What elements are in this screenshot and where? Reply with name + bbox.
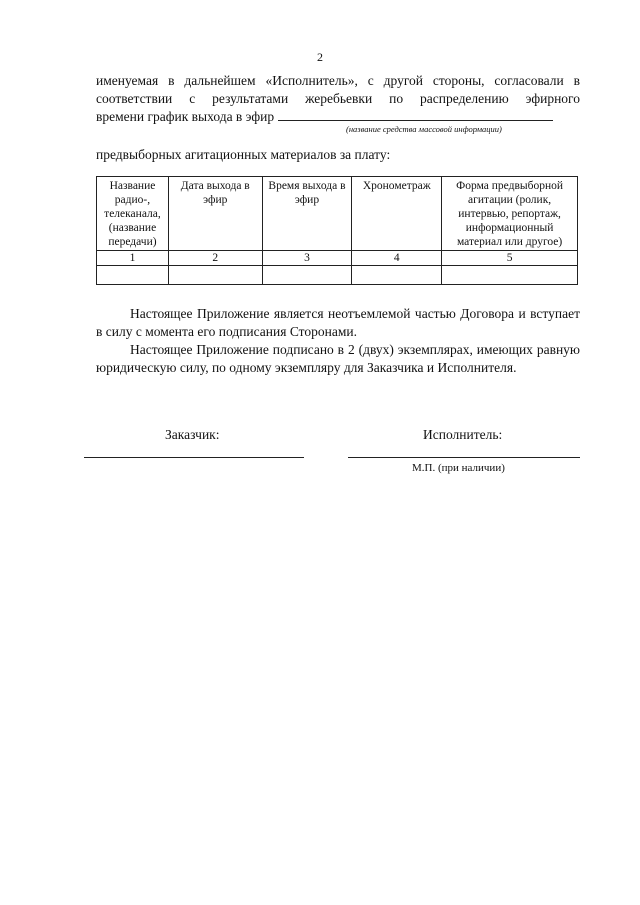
header-time: Время выхода в эфир xyxy=(262,177,352,251)
intro-line-1: именуемая в дальнейшем «Исполнитель», с другой стороны, согласовали в xyxy=(96,73,580,88)
table-row xyxy=(97,266,578,285)
intro-line-2: соответствии с результатами жеребьевки по распределению эфирного xyxy=(96,91,580,106)
header-duration: Хронометраж xyxy=(352,177,442,251)
intro-paragraph xyxy=(96,72,580,126)
col-number-1: 1 xyxy=(97,251,169,266)
header-channel: Название радио-, телеканала, (название передачи) xyxy=(97,177,169,251)
appendix-integral-paragraph: Настоящее Приложение является неотъемлемой частью Договора и вступает в силу с момента его подписания Сторонами. xyxy=(96,306,580,339)
table-header-row xyxy=(97,177,578,251)
stamp-note: М.П. (при наличии) xyxy=(412,462,505,474)
table-cell xyxy=(352,266,442,285)
table-cell xyxy=(97,266,169,285)
header-date: Дата выхода в эфир xyxy=(168,177,262,251)
intro-line-3-wrap xyxy=(96,108,580,126)
media-name-blank xyxy=(278,108,553,121)
executor-signature-line xyxy=(348,457,580,458)
table-cell xyxy=(262,266,352,285)
page-number: 2 xyxy=(317,50,323,64)
customer-label: Заказчик: xyxy=(165,427,220,442)
intro-line-3: времени график выхода в эфир xyxy=(96,109,275,124)
col-number-4: 4 xyxy=(352,251,442,266)
intro-continuation: предвыборных агитационных материалов за плату: xyxy=(96,147,391,162)
col-number-2: 2 xyxy=(168,251,262,266)
table-cell xyxy=(442,266,578,285)
col-number-3: 3 xyxy=(262,251,352,266)
media-name-caption: (название средства массовой информации) xyxy=(346,124,502,134)
executor-label: Исполнитель: xyxy=(423,427,503,442)
copies-paragraph: Настоящее Приложение подписано в 2 (двух) экземплярах, имеющих равную юридическую силу, по одному экземпляру для Заказчика и Исполнителя. xyxy=(96,342,580,375)
col-number-5: 5 xyxy=(442,251,578,266)
header-form: Форма предвыборной агитации (ролик, интервью, репортаж, информационный материал или другое) xyxy=(442,177,578,251)
schedule-table xyxy=(96,176,578,285)
table-cell xyxy=(168,266,262,285)
table-number-row xyxy=(97,251,578,266)
customer-signature-line xyxy=(84,457,304,458)
